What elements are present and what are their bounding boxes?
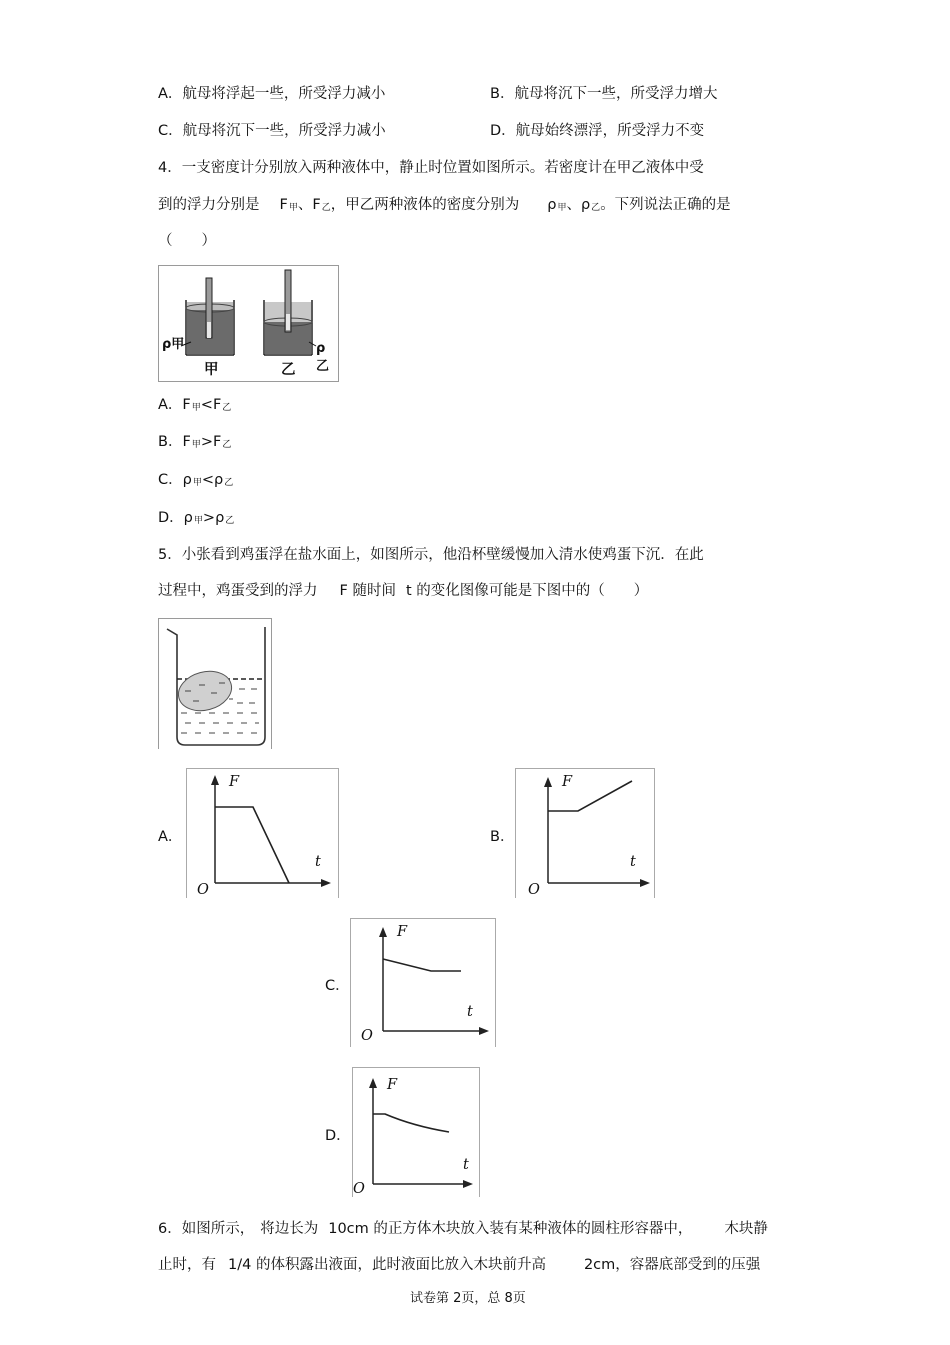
q4-option-d: D．ρ甲>ρ乙 [158, 510, 235, 526]
graph-a-f-label: F [229, 774, 240, 790]
beaker-jia [186, 278, 234, 355]
q4-answer-paren: （ ） [158, 233, 216, 249]
q3-option-b: B．航母将沉下一些，所受浮力增大 [490, 86, 718, 102]
q4-hydrometer-figure [158, 265, 339, 382]
q6-stem-line2: 止时，有 1/4 的体积露出液面，此时液面比放入木块前升高 2cm，容器底部受到的压强 [158, 1257, 761, 1273]
q4-option-a: A．F甲<F乙 [158, 397, 232, 413]
graph-b-origin-label: O [528, 882, 540, 898]
label-rho-jia: ρ甲 [162, 337, 185, 352]
graph-d-f-label: F [387, 1077, 398, 1093]
q5-option-d-label: D． [325, 1128, 351, 1144]
q5-option-b-label: B． [490, 829, 515, 845]
q5-graph-d [352, 1067, 480, 1197]
graph-a-origin-label: O [197, 882, 209, 898]
q3-option-c: C．航母将沉下一些，所受浮力减小 [158, 123, 386, 139]
q5-graph-b [515, 768, 655, 898]
label-jia: 甲 [204, 362, 219, 378]
egg-in-saltwater-diagram [159, 619, 271, 749]
hydrometer-diagram [159, 266, 338, 381]
q5-graph-a [186, 768, 339, 898]
q4-option-b: B．F甲>F乙 [158, 434, 232, 450]
graph-d-origin-label: O [353, 1181, 365, 1197]
graph-c-t-label: t [467, 1004, 473, 1020]
q4-option-c: C．ρ甲<ρ乙 [158, 472, 234, 488]
q6-stem-line1: 6．如图所示， 将边长为 10cm 的正方体木块放入装有某种液体的圆柱形容器中， 木块静 [158, 1221, 768, 1237]
q5-option-a-label: A． [158, 829, 183, 845]
q5-graph-c [350, 918, 496, 1047]
graph-a-t-label: t [315, 854, 321, 870]
graph-c-f-label: F [397, 924, 408, 940]
graph-c-origin-label: O [361, 1028, 373, 1044]
q5-stem-line2: 过程中，鸡蛋受到的浮力 F 随时间 t 的变化图像可能是下图中的（ ） [158, 583, 649, 599]
q5-option-c-label: C． [325, 978, 350, 994]
q4-stem-line2: 到的浮力分别是 F甲、F乙，甲乙两种液体的密度分别为 ρ甲、ρ乙。下列说法正确的是 [158, 197, 731, 213]
graph-b-t-label: t [630, 854, 636, 870]
page-footer: 试卷第 2页，总 8页 [410, 1291, 526, 1306]
beaker-yi [264, 270, 312, 355]
graph-b-f-label: F [562, 774, 573, 790]
q5-beaker-figure [158, 618, 272, 749]
label-rho-yi: ρ乙 [316, 341, 330, 374]
graph-d-t-label: t [463, 1157, 469, 1173]
q5-stem-line1: 5．小张看到鸡蛋浮在盐水面上，如图所示，他沿杯壁缓慢加入清水使鸡蛋下沉．在此 [158, 547, 704, 563]
q3-option-d: D．航母始终漂浮，所受浮力不变 [490, 123, 705, 139]
label-yi: 乙 [281, 362, 296, 378]
q3-option-a: A．航母将浮起一些，所受浮力减小 [158, 86, 386, 102]
q4-stem-line1: 4．一支密度计分别放入两种液体中，静止时位置如图所示。若密度计在甲乙液体中受 [158, 160, 704, 176]
